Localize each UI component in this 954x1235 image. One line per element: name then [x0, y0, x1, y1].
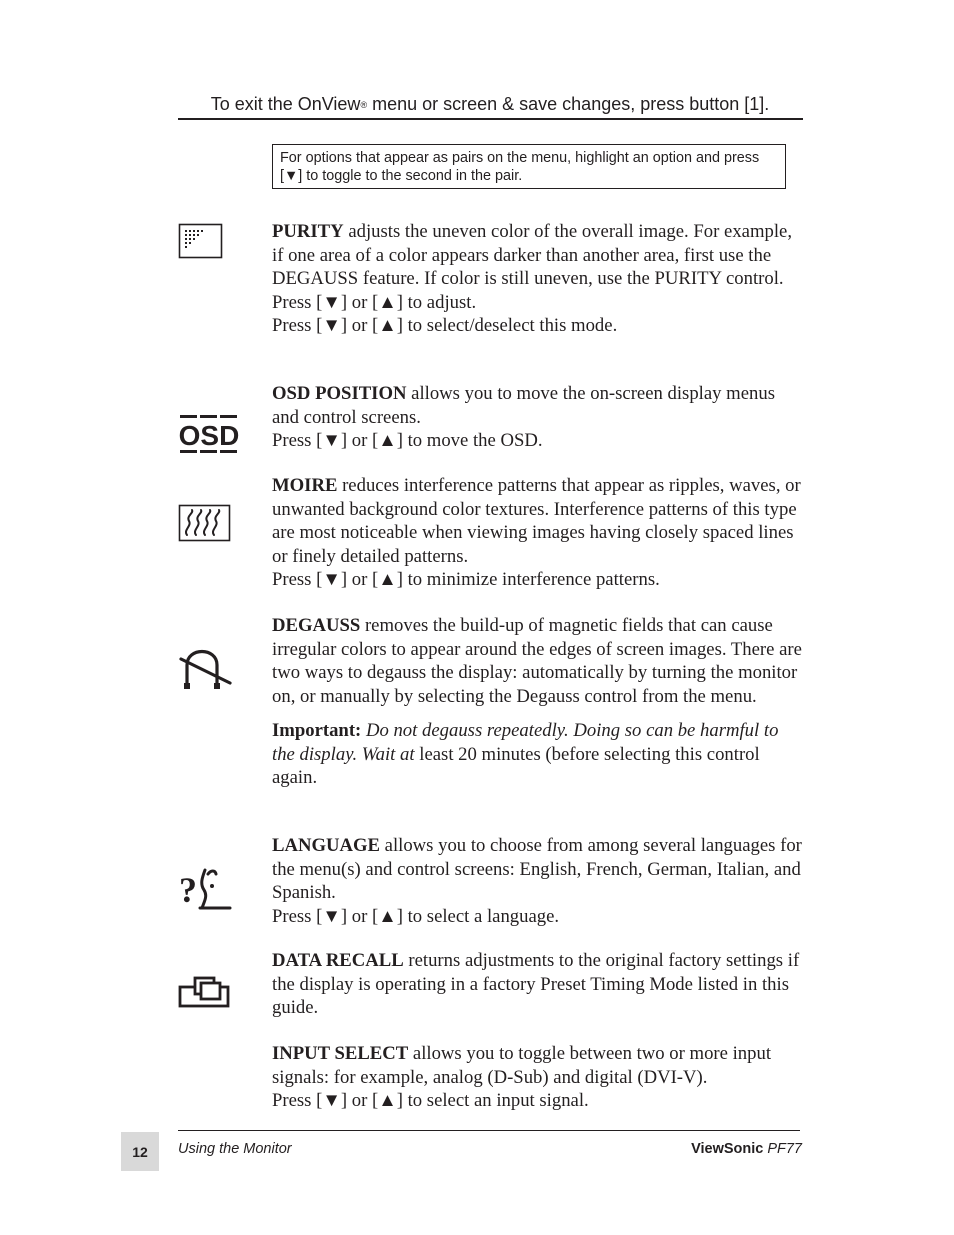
- data-recall-body: returns adjustments to the original factory settings if the display is operating in a factory Preset Timing Mode listed in this guide.: [272, 950, 800, 1018]
- input-select-section: [272, 1042, 804, 1113]
- note-box: [272, 144, 786, 189]
- input-select-description: [272, 1042, 804, 1089]
- data-recall-icon: [178, 975, 234, 1011]
- moire-title: MOIRE: [272, 475, 338, 496]
- data-recall-section: [272, 949, 804, 1020]
- language-icon: [178, 862, 236, 914]
- osd-body: allows you to move the on-screen display menus and control screens.: [272, 383, 775, 428]
- important-italic-text: Do not degauss repeatedly. Doing so can be harmful to the display. Wait at: [272, 720, 779, 765]
- purity-section: [272, 220, 804, 338]
- footer-divider: [178, 1130, 800, 1131]
- svg-text:?: ?: [179, 870, 197, 910]
- osd-description: [272, 382, 804, 429]
- purity-title: PURITY: [272, 221, 344, 242]
- registered-mark: ®: [360, 100, 368, 110]
- moire-press: Press [▼] or [▲] to minimize interference patterns.: [272, 569, 660, 590]
- osd-icon-text: OSD: [178, 420, 240, 451]
- language-body: allows you to choose from among several languages for the menu(s) and control screens: English, French, German, Italian, and Spanish.: [272, 835, 802, 903]
- moire-section: [272, 474, 804, 592]
- input-select-title: INPUT SELECT: [272, 1043, 409, 1064]
- purity-body: adjusts the uneven color of the overall image. For example, if one area of a color appears darker than another area, first use the DEGAUSS feature. If color is still uneven, use the PURITY control.: [272, 221, 793, 289]
- moire-body: reduces interference patterns that appear as ripples, waves, or unwanted background color textures. Interference patterns of this type are most noticeable when viewing images having closely spaced lines or finely detailed patterns.: [272, 475, 801, 567]
- input-select-press: Press [▼] or [▲] to select an input signal.: [272, 1090, 589, 1111]
- degauss-important: [272, 719, 804, 790]
- osd-icon: [178, 413, 240, 455]
- page-number: 12: [121, 1132, 159, 1171]
- footer-product: [691, 1141, 802, 1157]
- footer-brand: ViewSonic: [691, 1141, 764, 1157]
- degauss-title: DEGAUSS: [272, 615, 361, 636]
- language-description: [272, 834, 804, 905]
- language-press: Press [▼] or [▲] to select a language.: [272, 905, 560, 927]
- header-text-start: To exit the OnView: [210, 94, 361, 114]
- osd-press-move: Press [▼] or [▲] to move the OSD.: [272, 430, 543, 451]
- purity-press-adjust: Press [▼] or [▲] to adjust.: [272, 291, 477, 313]
- degauss-section: [272, 614, 804, 790]
- note-text: For options that appear as pairs on the menu, highlight an option and press [▼] to toggle to the second in the pair.: [280, 150, 760, 184]
- page-header: [178, 94, 802, 115]
- data-recall-title: DATA RECALL: [272, 950, 404, 971]
- input-select-body: allows you to toggle between two or more input signals: for example, analog (D-Sub) and digital (DVI-V).: [272, 1043, 772, 1088]
- language-title: LANGUAGE: [272, 835, 380, 856]
- moire-description: [272, 474, 804, 568]
- osd-title: OSD POSITION: [272, 383, 407, 404]
- language-section: [272, 834, 804, 928]
- header-text-end: menu or screen & save changes, press button [1].: [367, 94, 770, 114]
- degauss-icon: [178, 643, 234, 691]
- purity-icon: [178, 223, 224, 260]
- osd-position-section: [272, 382, 804, 453]
- purity-description: [272, 220, 804, 291]
- data-recall-description: [272, 949, 804, 1020]
- header-divider: [178, 118, 803, 120]
- degauss-description: [272, 614, 804, 708]
- important-rest-text: least 20 minutes (before selecting this control again.: [272, 743, 760, 788]
- footer-model: PF77: [767, 1141, 802, 1157]
- purity-press-select: Press [▼] or [▲] to select/deselect this mode.: [272, 315, 618, 336]
- moire-icon: [178, 504, 232, 544]
- footer-section-title: Using the Monitor: [178, 1141, 292, 1157]
- degauss-body: removes the build-up of magnetic fields that can cause irregular colors to appear around the edges of screen images. There are two ways to degauss the display: automatically by turning the monitor on, or manually by selecting the Degauss control from the menu.: [272, 615, 802, 707]
- important-label: Important:: [272, 720, 362, 741]
